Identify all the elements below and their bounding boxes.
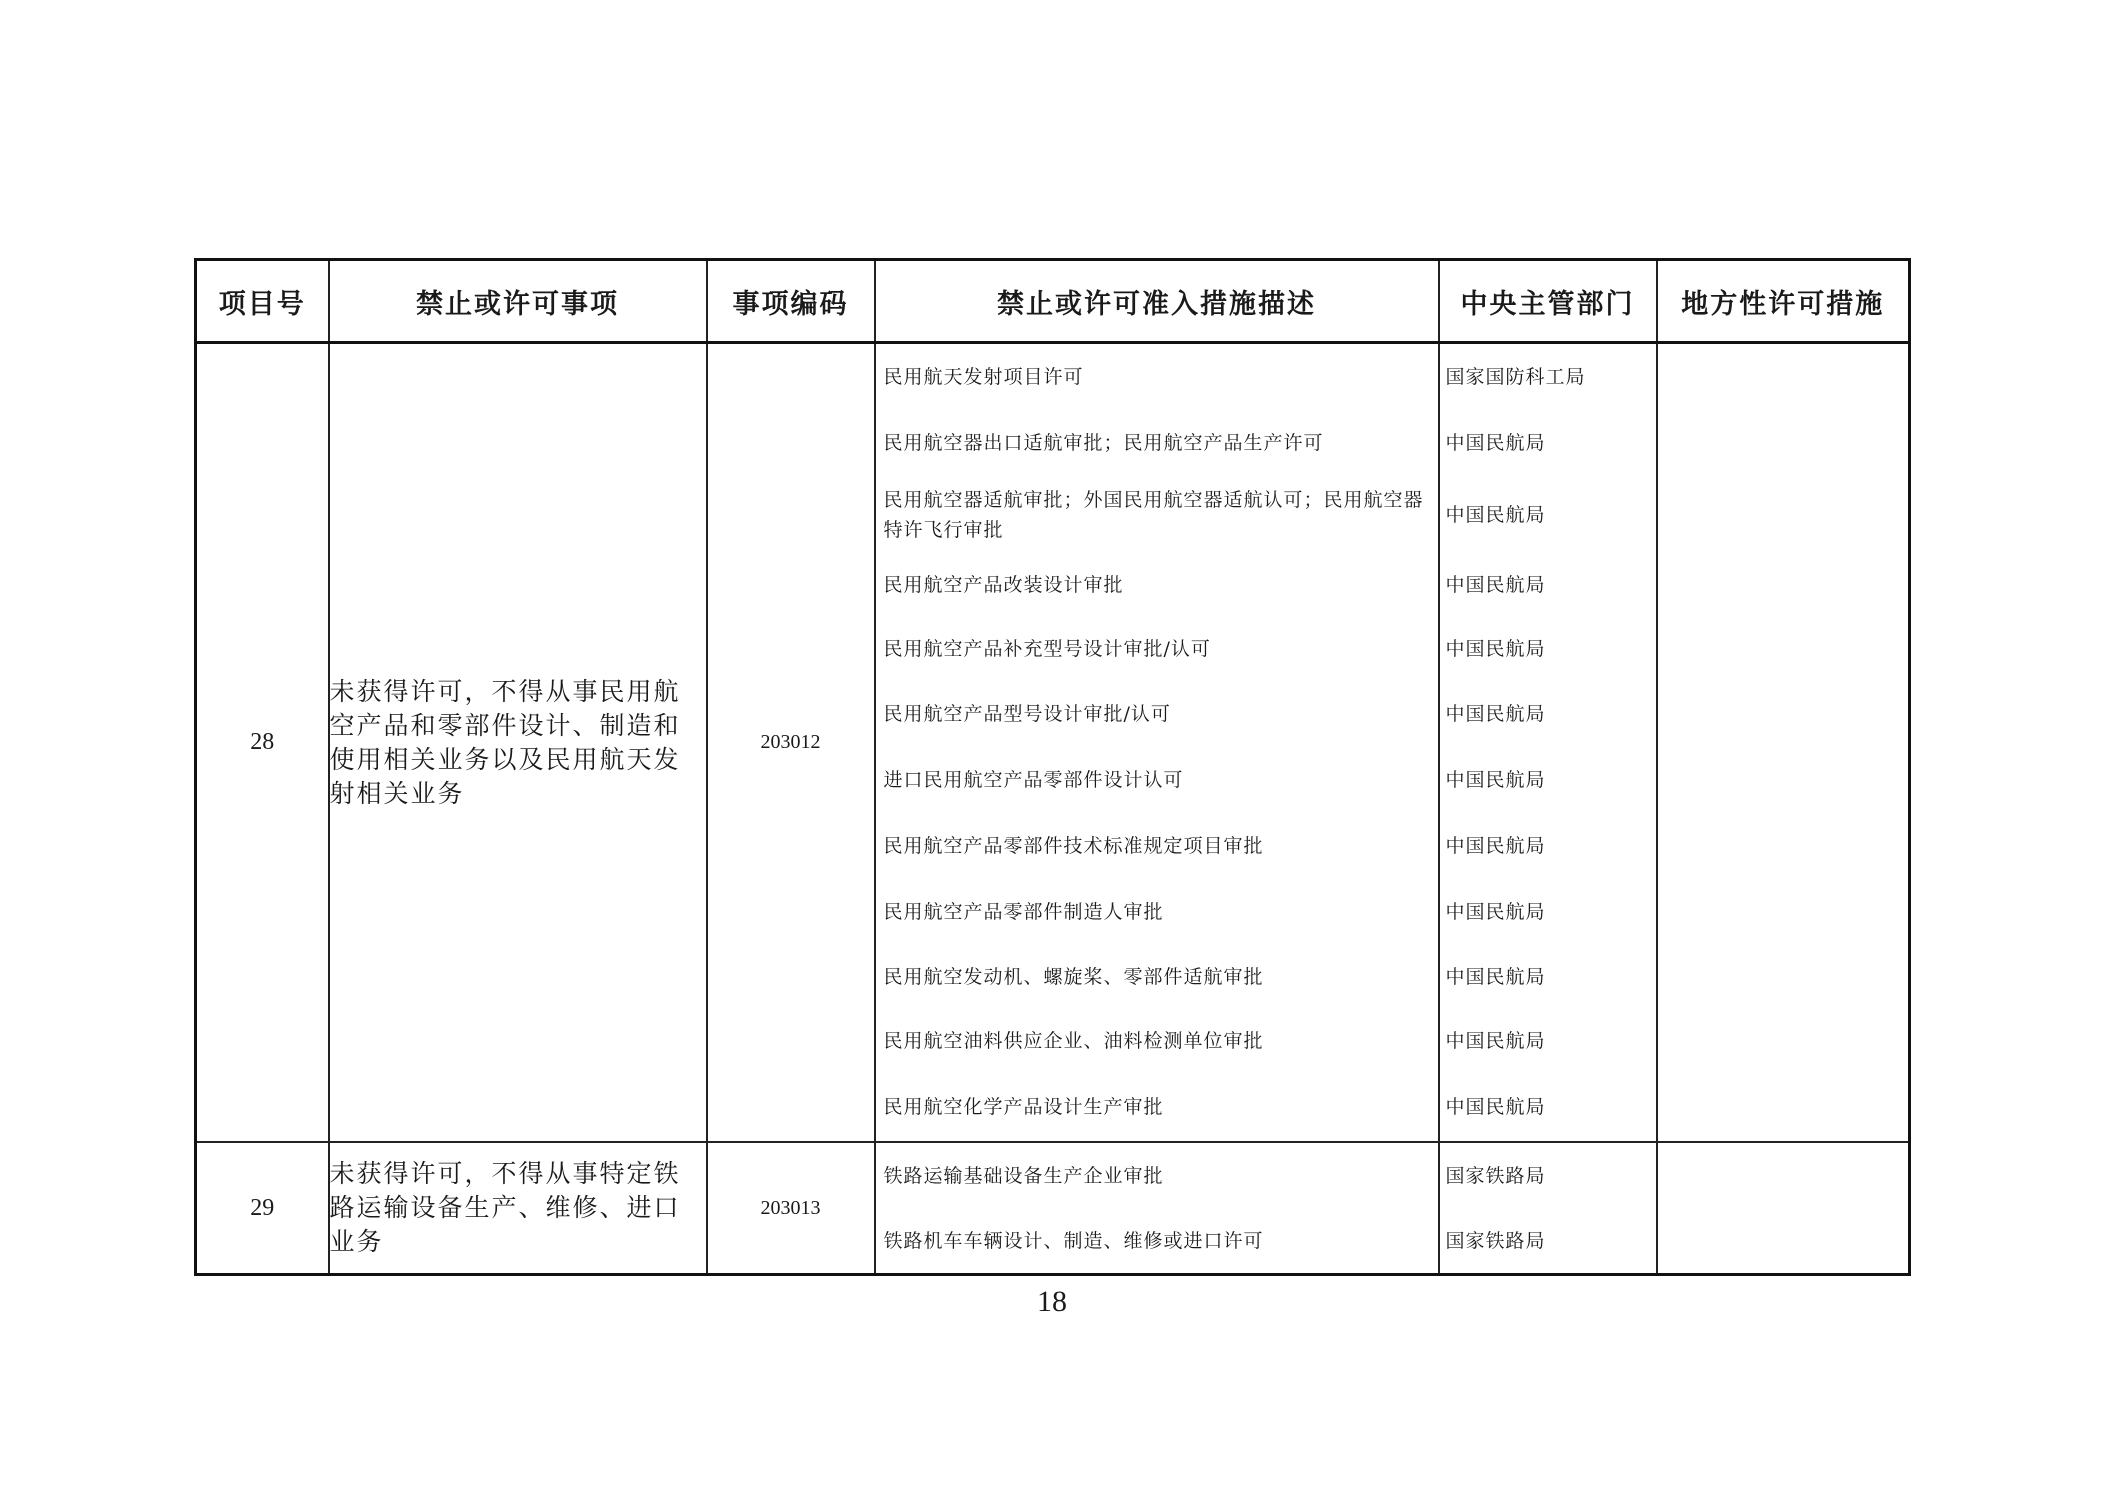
central-department: 国家国防科工局 xyxy=(1445,366,1586,388)
header-local-measures: 地方性许可措施 xyxy=(1657,260,1910,343)
measure-description: 民用航天发射项目许可 xyxy=(883,366,1084,388)
item-description-cell: 未获得许可，不得从事特定铁路运输设备生产、维修、进口业务 xyxy=(329,1142,707,1275)
central-department: 中国民航局 xyxy=(1445,503,1546,526)
item-number-cell: 28 xyxy=(196,343,329,1143)
central-department: 中国民航局 xyxy=(1445,966,1546,988)
central-department: 中国民航局 xyxy=(1445,574,1546,596)
header-central-department: 中央主管部门 xyxy=(1439,260,1657,343)
central-department: 国家铁路局 xyxy=(1445,1165,1546,1187)
market-access-table xyxy=(194,258,1911,1276)
measure-description: 民用航空产品零部件技术标准规定项目审批 xyxy=(883,835,1264,857)
local-measures-cell xyxy=(1657,343,1910,1143)
measure-description: 民用航空发动机、螺旋桨、零部件适航审批 xyxy=(883,966,1264,988)
measure-description: 民用航空产品改装设计审批 xyxy=(883,574,1124,596)
measure-description: 铁路运输基础设备生产企业审批 xyxy=(883,1165,1164,1187)
item-code-cell: 203012 xyxy=(707,343,875,1143)
measure-description: 民用航空产品型号设计审批/认可 xyxy=(883,703,1171,725)
measure-description: 民用航空化学产品设计生产审批 xyxy=(883,1096,1164,1118)
departments-cell xyxy=(1439,1142,1657,1275)
central-department: 中国民航局 xyxy=(1445,1096,1546,1118)
central-department: 中国民航局 xyxy=(1445,432,1546,454)
local-measures-cell xyxy=(1657,1142,1910,1275)
measure-description: 铁路机车车辆设计、制造、维修或进口许可 xyxy=(883,1230,1264,1252)
measure-description: 进口民用航空产品零部件设计认可 xyxy=(883,769,1184,791)
header-item-code: 事项编码 xyxy=(707,260,875,343)
measure-description: 民用航空器适航审批；外国民用航空器适航认可；民用航空器特许飞行审批 xyxy=(883,488,1424,541)
header-measure-description: 禁止或许可准入措施描述 xyxy=(875,260,1439,343)
central-department: 国家铁路局 xyxy=(1445,1230,1546,1252)
table-row xyxy=(196,343,1910,1143)
measure-description: 民用航空产品补充型号设计审批/认可 xyxy=(883,638,1211,660)
central-department: 中国民航局 xyxy=(1445,835,1546,857)
measures-cell xyxy=(875,1142,1439,1275)
measure-description: 民用航空器出口适航审批；民用航空产品生产许可 xyxy=(883,432,1324,454)
departments-cell xyxy=(1439,343,1657,1143)
header-item-number: 项目号 xyxy=(196,260,329,343)
table-header-row xyxy=(196,260,1910,343)
table-row xyxy=(196,1142,1910,1275)
central-department: 中国民航局 xyxy=(1445,769,1546,791)
item-code-cell: 203013 xyxy=(707,1142,875,1275)
central-department: 中国民航局 xyxy=(1445,1030,1546,1052)
measure-description: 民用航空产品零部件制造人审批 xyxy=(883,901,1164,923)
central-department: 中国民航局 xyxy=(1445,703,1546,725)
measure-description: 民用航空油料供应企业、油料检测单位审批 xyxy=(883,1030,1264,1052)
item-number-cell: 29 xyxy=(196,1142,329,1275)
header-item: 禁止或许可事项 xyxy=(329,260,707,343)
item-description-cell: 未获得许可，不得从事民用航空产品和零部件设计、制造和使用相关业务以及民用航天发射相关业务 xyxy=(329,343,707,1143)
measures-cell xyxy=(875,343,1439,1143)
central-department: 中国民航局 xyxy=(1445,901,1546,923)
page-number: 18 xyxy=(1037,1285,1067,1318)
central-department: 中国民航局 xyxy=(1445,638,1546,660)
